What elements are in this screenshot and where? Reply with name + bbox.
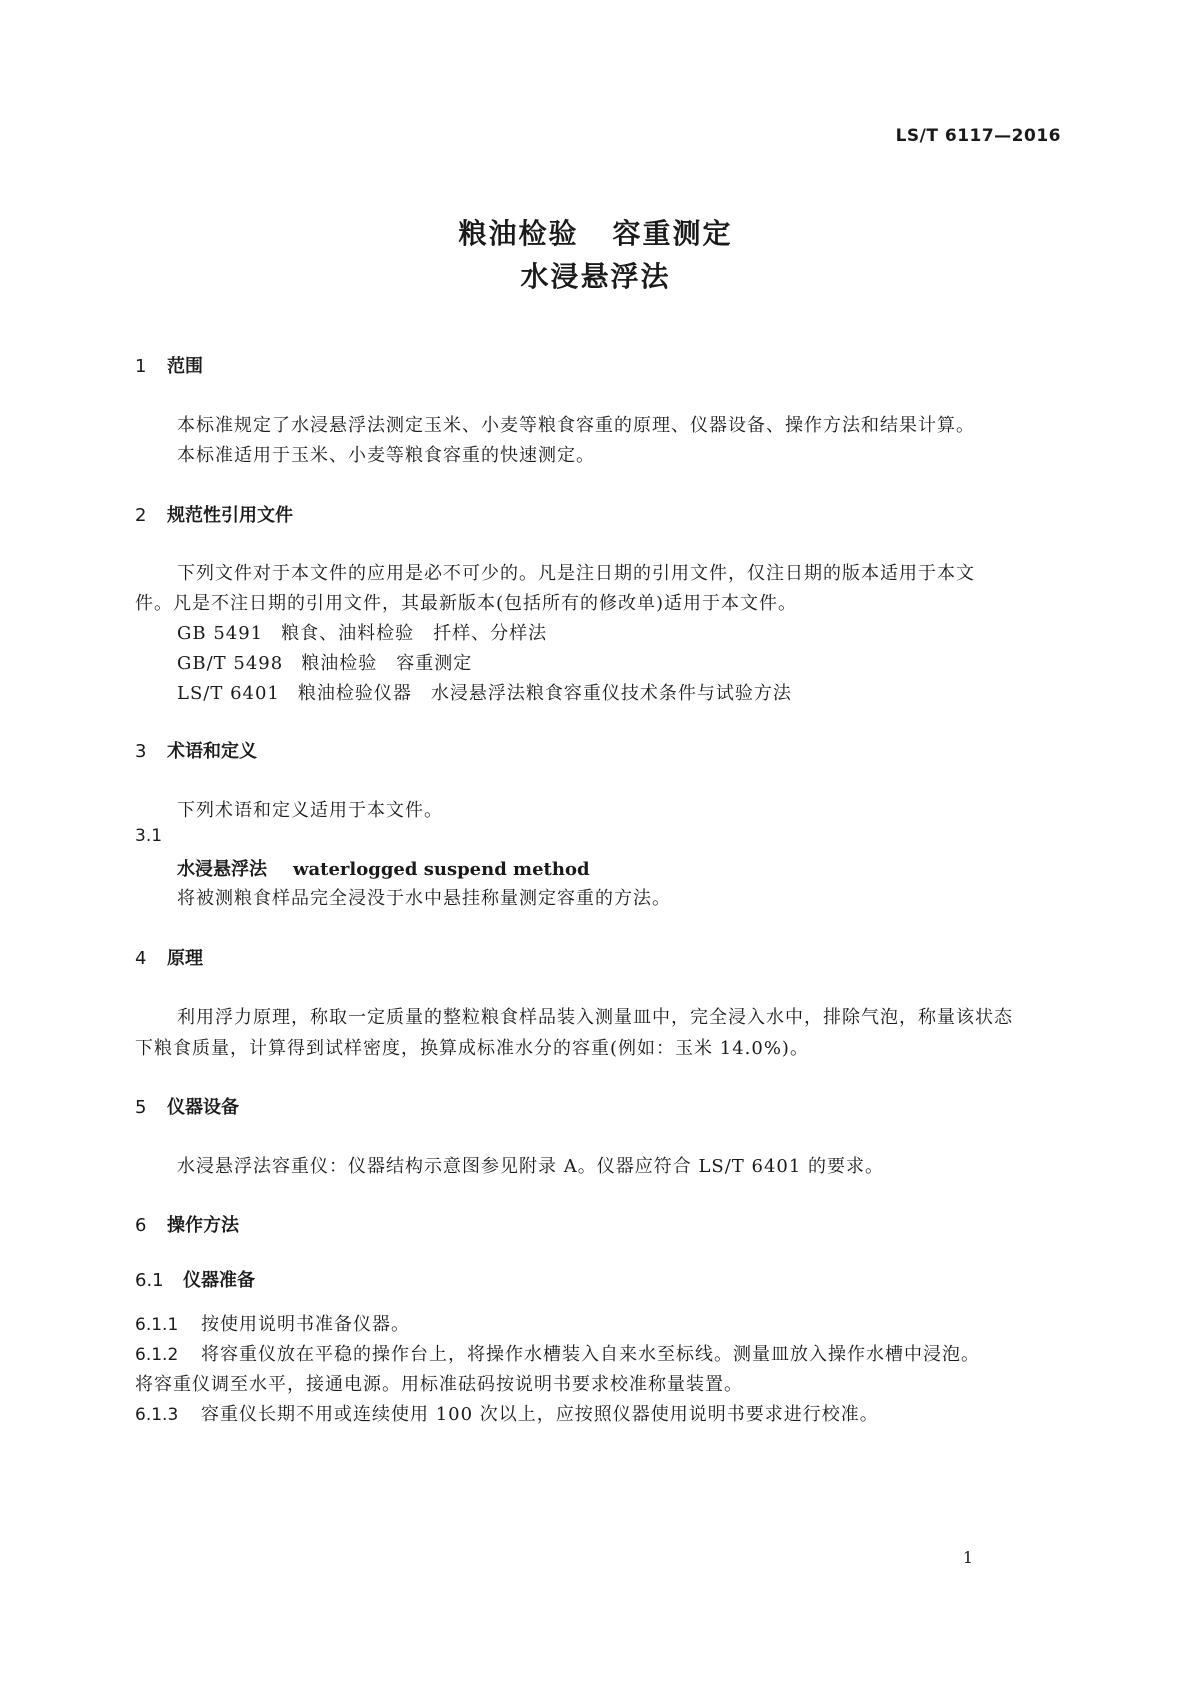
clause-text: 按使用说明书准备仪器。 xyxy=(201,1314,410,1335)
reference-title: 粮油检验仪器 水浸悬浮法粮食容重仪技术条件与试验方法 xyxy=(297,683,792,704)
document-title-line2: 水浸悬浮法 xyxy=(520,260,671,293)
section-title: 原理 xyxy=(167,948,203,969)
section-number: 1 xyxy=(135,356,147,377)
clause-6-1-2 xyxy=(135,1340,980,1366)
term-chinese: 水浸悬浮法 xyxy=(177,859,267,880)
section-title: 操作方法 xyxy=(167,1215,239,1236)
document-title-line1 xyxy=(0,212,1191,252)
term-heading xyxy=(177,855,590,881)
section-4-paragraph-line1: 利用浮力原理，称取一定质量的整粒粮食样品装入测量皿中，完全浸入水中，排除气泡，称量该状态 xyxy=(177,1007,1013,1028)
reference-title: 粮油检验 容重测定 xyxy=(301,653,473,674)
clause-6-1-2-continuation: 将容重仪调至水平，接通电源。用标准砝码按说明书要求校准称量装置。 xyxy=(135,1374,743,1395)
clause-number: 6.1.3 xyxy=(135,1405,179,1425)
section-3-intro: 下列术语和定义适用于本文件。 xyxy=(177,800,443,821)
clause-text: 容重仪长期不用或连续使用 100 次以上，应按照仪器使用说明书要求进行校准。 xyxy=(201,1404,879,1425)
section-4-paragraph-line2: 下粮食质量，计算得到试样密度，换算成标准水分的容重(例如：玉米 14.0%)。 xyxy=(135,1038,809,1059)
section-2-paragraph-line1: 下列文件对于本文件的应用是必不可少的。凡是注日期的引用文件，仅注日期的版本适用于本文 xyxy=(177,563,975,584)
title-part2: 容重测定 xyxy=(612,217,733,250)
subsection-6-1-heading xyxy=(135,1266,255,1292)
term-english: waterlogged suspend method xyxy=(293,859,590,880)
section-2-paragraph-line2: 件。凡是不注日期的引用文件，其最新版本(包括所有的修改单)适用于本文件。 xyxy=(135,593,798,614)
section-number: 6 xyxy=(135,1215,147,1236)
section-2-heading xyxy=(135,501,293,527)
section-title: 术语和定义 xyxy=(167,741,257,762)
clause-number: 6.1.1 xyxy=(135,1315,179,1335)
title-part1: 粮油检验 xyxy=(458,217,579,250)
section-number: 3 xyxy=(135,741,147,762)
subsection-title: 仪器准备 xyxy=(183,1270,255,1291)
reference-code: LS/T 6401 xyxy=(177,683,280,704)
reference-code: GB/T 5498 xyxy=(177,653,284,674)
section-title: 范围 xyxy=(167,356,203,377)
section-title: 规范性引用文件 xyxy=(167,505,293,526)
section-number: 2 xyxy=(135,505,147,526)
section-5-paragraph: 水浸悬浮法容重仪：仪器结构示意图参见附录 A。仪器应符合 LS/T 6401 的要求。 xyxy=(177,1156,885,1177)
term-number: 3.1 xyxy=(135,826,163,846)
page-number: 1 xyxy=(962,1548,973,1567)
section-1-heading xyxy=(135,352,203,378)
subsection-number: 6.1 xyxy=(135,1270,164,1291)
reference-title: 粮食、油料检验 扦样、分样法 xyxy=(281,623,548,644)
clause-text: 将容重仪放在平稳的操作台上，将操作水槽装入自来水至标线。测量皿放入操作水槽中浸泡。 xyxy=(201,1344,980,1365)
section-5-heading xyxy=(135,1093,239,1119)
reference-item xyxy=(177,619,547,645)
reference-code: GB 5491 xyxy=(177,623,264,644)
section-6-heading xyxy=(135,1211,239,1237)
clause-number: 6.1.2 xyxy=(135,1345,179,1365)
reference-item xyxy=(177,649,472,675)
section-3-heading xyxy=(135,737,257,763)
standard-code: LS/T 6117—2016 xyxy=(895,126,1061,146)
section-1-paragraph-1: 本标准规定了水浸悬浮法测定玉米、小麦等粮食容重的原理、仪器设备、操作方法和结果计算。 xyxy=(177,415,975,436)
section-number: 4 xyxy=(135,948,147,969)
clause-6-1-1 xyxy=(135,1310,410,1336)
section-1-paragraph-2: 本标准适用于玉米、小麦等粮食容重的快速测定。 xyxy=(177,445,595,466)
term-definition: 将被测粮食样品完全浸没于水中悬挂称量测定容重的方法。 xyxy=(177,888,671,909)
section-number: 5 xyxy=(135,1097,147,1118)
clause-6-1-3 xyxy=(135,1400,879,1426)
reference-item xyxy=(177,679,792,705)
section-4-heading xyxy=(135,944,203,970)
section-title: 仪器设备 xyxy=(167,1097,239,1118)
